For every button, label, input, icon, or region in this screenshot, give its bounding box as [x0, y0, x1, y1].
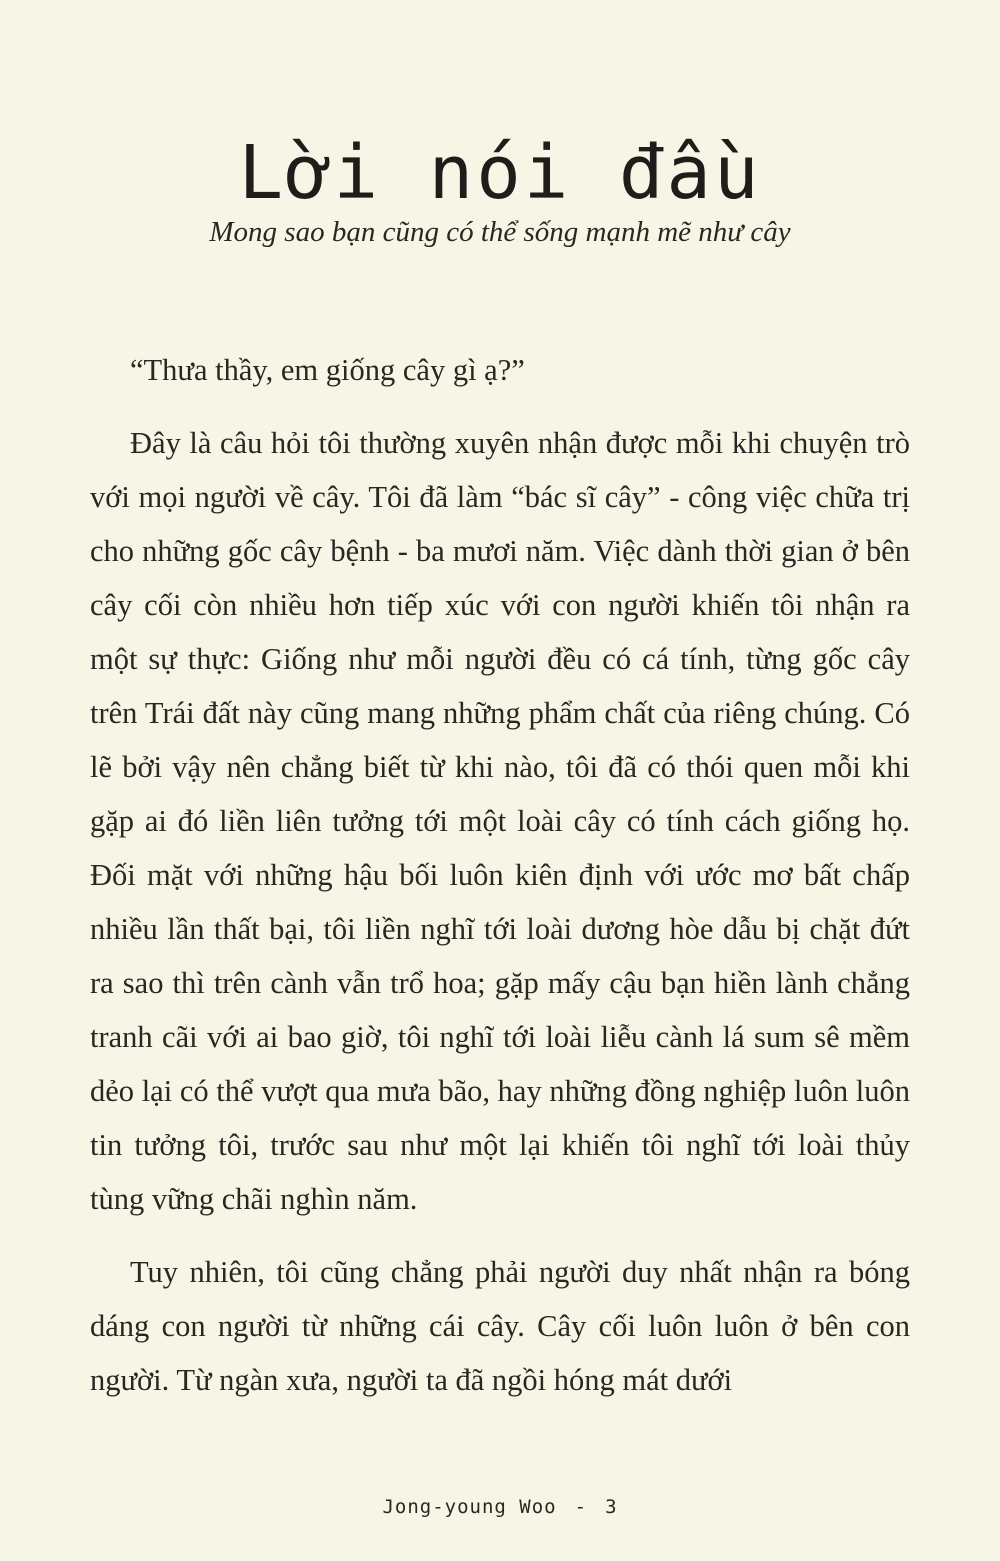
footer-author: Jong-young Woo: [382, 1496, 557, 1518]
chapter-title: Lời nói đầu: [238, 130, 762, 216]
chapter-subtitle: Mong sao bạn cũng có thể sống mạnh mẽ như cây: [209, 216, 791, 248]
paragraph-tree-doctor: Đây là câu hỏi tôi thường xuyên nhận được mỗi khi chuyện trò với mọi người về cây. Tôi đã làm “bác sĩ cây” - công việc chữa trị cho những gốc cây bệnh - ba mươi năm. Việc dành thời gian ở bên cây cối còn nhiều hơn tiếp xúc với con người khiến tôi nhận ra một sự thực: Giống như mỗi người đều có cá tính, từng gốc cây trên Trái đất này cũng mang những phẩm chất của riêng chúng. Có lẽ bởi vậy nên chẳng biết từ khi nào, tôi đã có thói quen mỗi khi gặp ai đó liền liên tưởng tới một loài cây có tính cách giống họ. Đối mặt với những hậu bối luôn kiên định với ước mơ bất chấp nhiều lần thất bại, tôi liền nghĩ tới loài dương hòe dẫu bị chặt đứt ra sao thì trên cành vẫn trổ hoa; gặp mấy cậu bạn hiền lành chẳng tranh cãi với ai bao giờ, tôi nghĩ tới loài liễu cành lá sum sê mềm dẻo lại có thể vượt qua mưa bão, hay những đồng nghiệp luôn luôn tin tưởng tôi, trước sau như một lại khiến tôi nghĩ tới loài thủy tùng vững chãi nghìn năm.: [90, 426, 910, 1216]
page-footer: [0, 1494, 1000, 1520]
body-text: [90, 343, 910, 1407]
footer-separator: -: [574, 1496, 588, 1518]
paragraph-people-and-trees: Tuy nhiên, tôi cũng chẳng phải người duy nhất nhận ra bóng dáng con người từ những cái cây. Cây cối luôn luôn ở bên con người. Từ ngàn xưa, người ta đã ngồi hóng mát dưới: [90, 1255, 910, 1397]
page-number: 3: [605, 1496, 618, 1518]
paragraph-opening-question: “Thưa thầy, em giống cây gì ạ?”: [130, 353, 525, 387]
